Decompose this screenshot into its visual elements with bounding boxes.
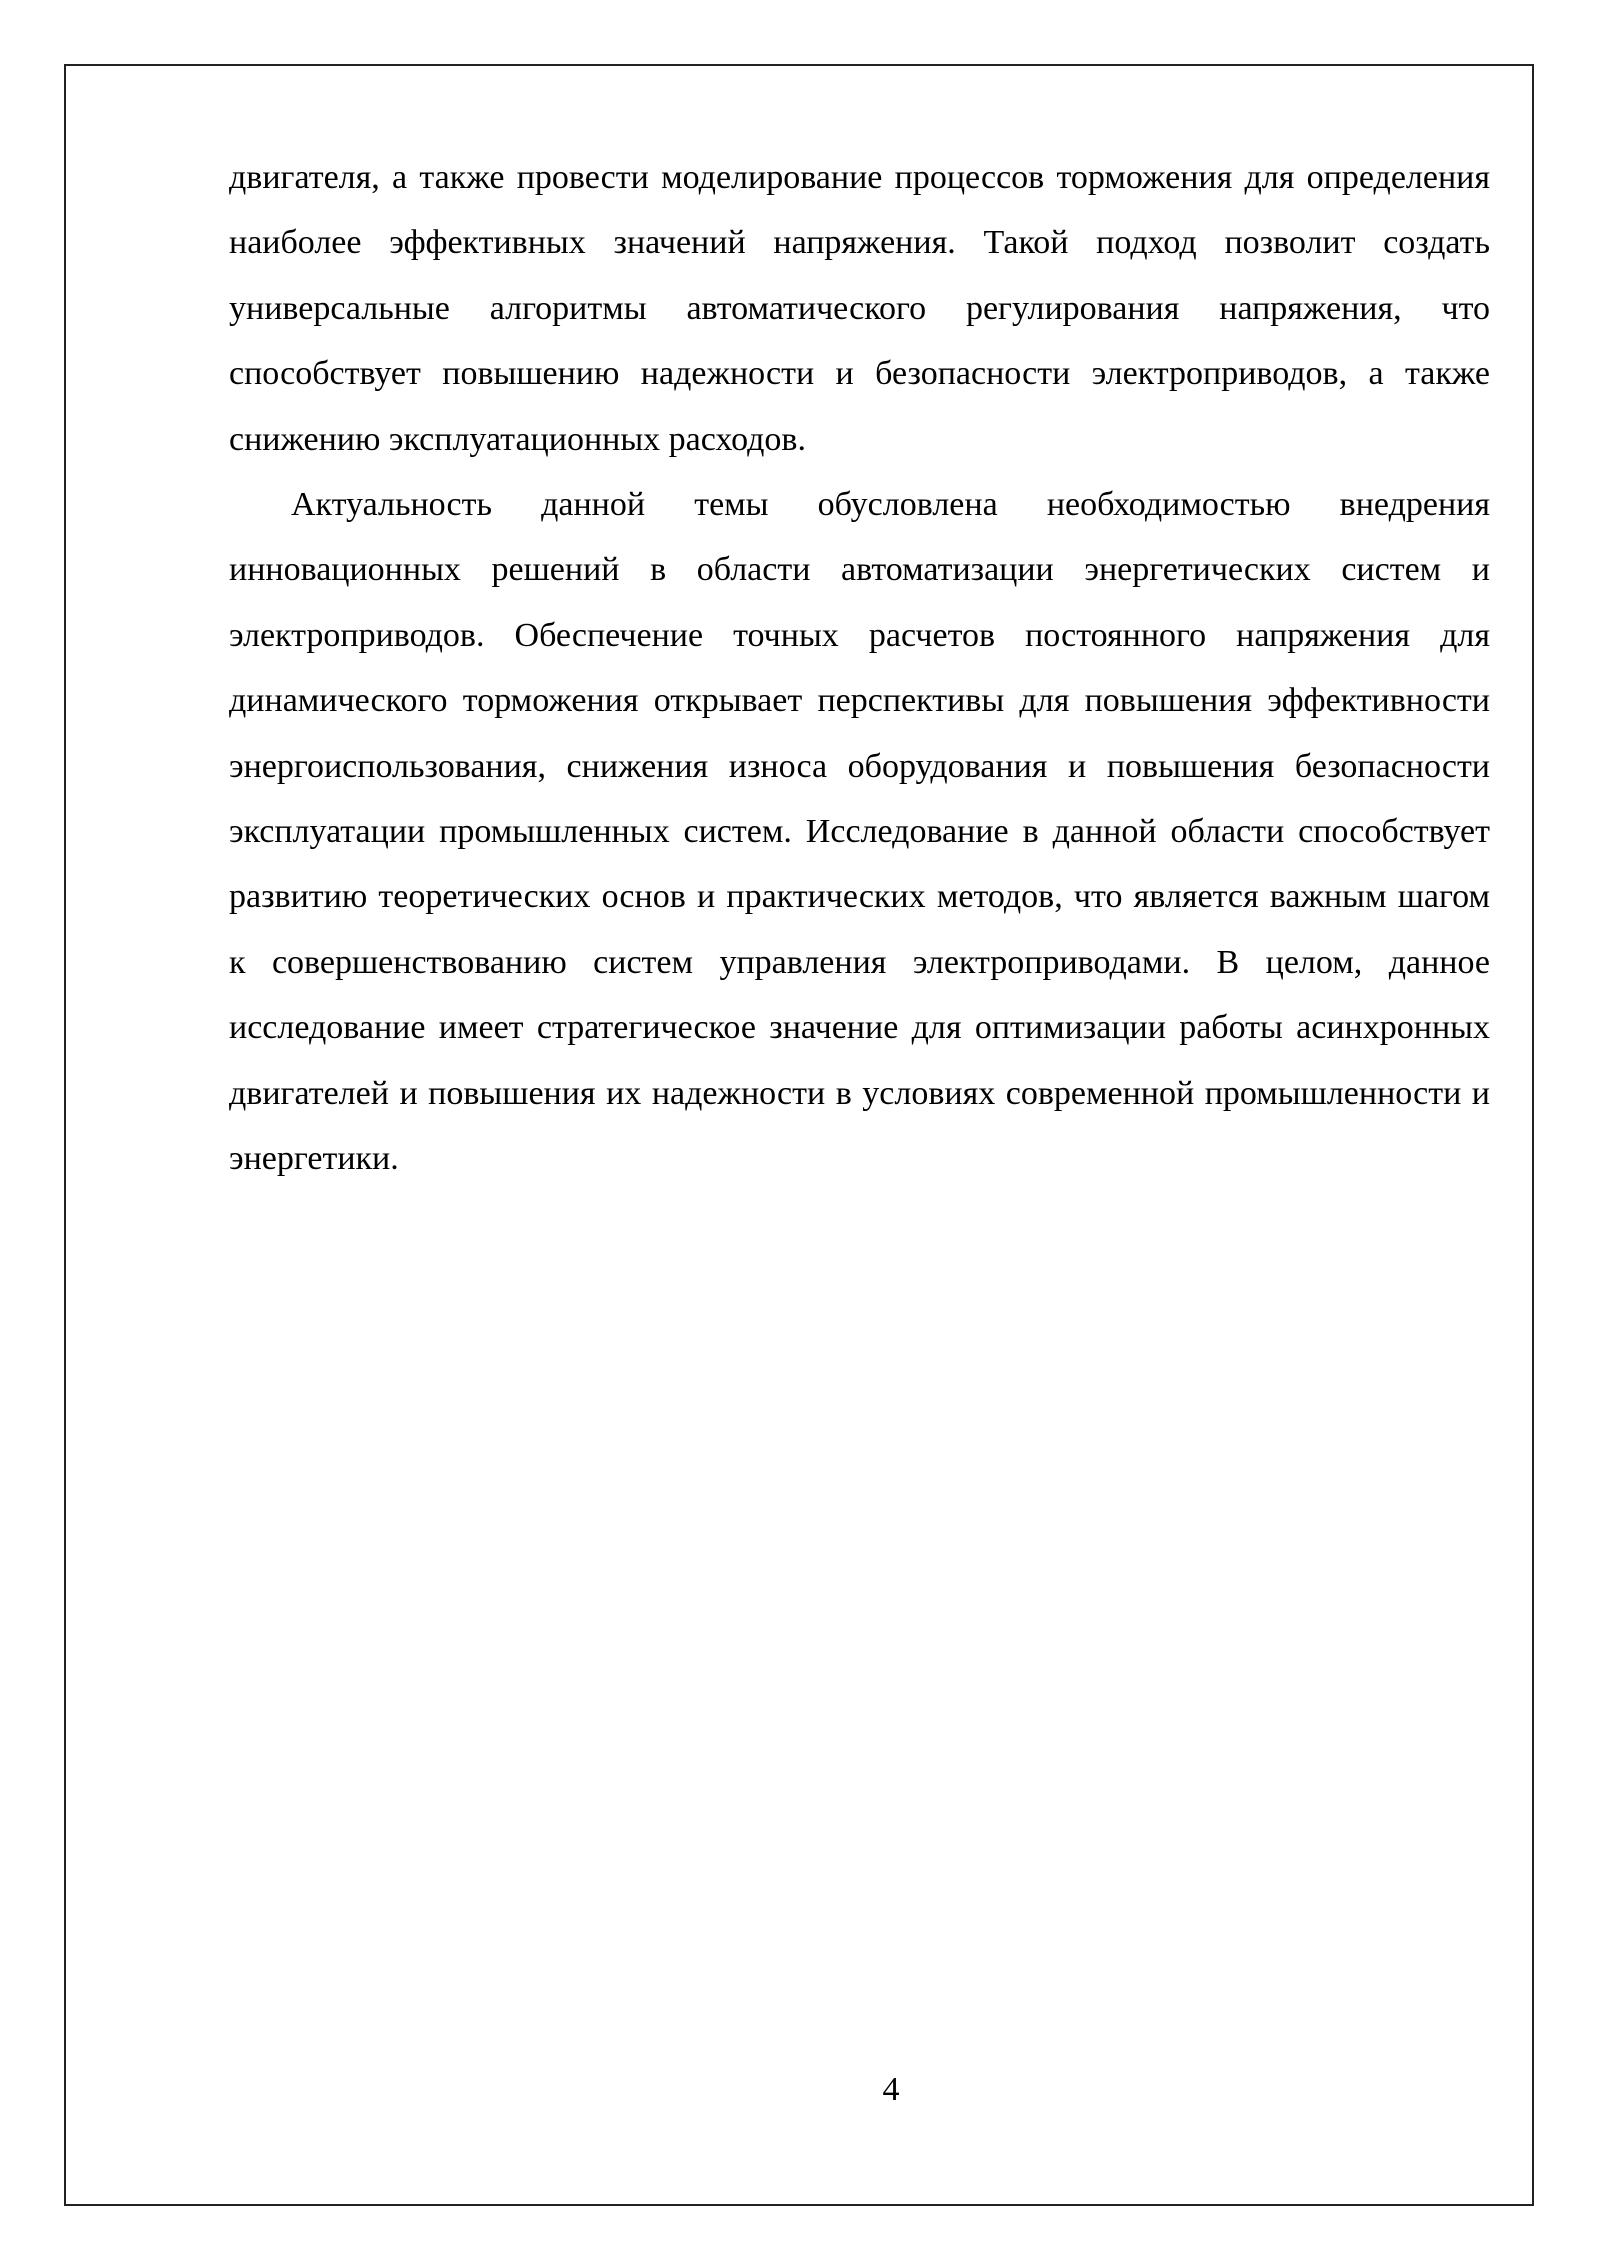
page-number: 4 <box>882 2071 900 2108</box>
paragraph-continuation: двигателя, а также провести моделирование процессов торможения для определения наиболее эффективных значений напряжения. Такой подход позволит создать универсальные алгоритмы автоматического регулирования напряжения, что способствует повышению надежности и безопасности электроприводов, а также снижению эксплуатационных расходов. <box>229 159 1490 458</box>
page-number-footer <box>0 2065 1600 2115</box>
paragraph-relevance: Актуальность данной темы обусловлена необходимостью внедрения инновационных решений в области автоматизации энергетических систем и электроприводов. Обеспечение точных расчетов постоянного напряжения для динамического торможения открывает перспективы для повышения эффективности энергоиспользования, снижения износа оборудования и повышения безопасности эксплуатации промышленных систем. Исследование в данной области способствует развитию теоретических основ и практических методов, что является важным шагом к совершенствованию систем управления электроприводами. В целом, данное исследование имеет стратегическое значение для оптимизации работы асинхронных двигателей и повышения их надежности в условиях современной промышленности и энергетики. <box>229 486 1490 1178</box>
body-text <box>229 145 1490 1192</box>
